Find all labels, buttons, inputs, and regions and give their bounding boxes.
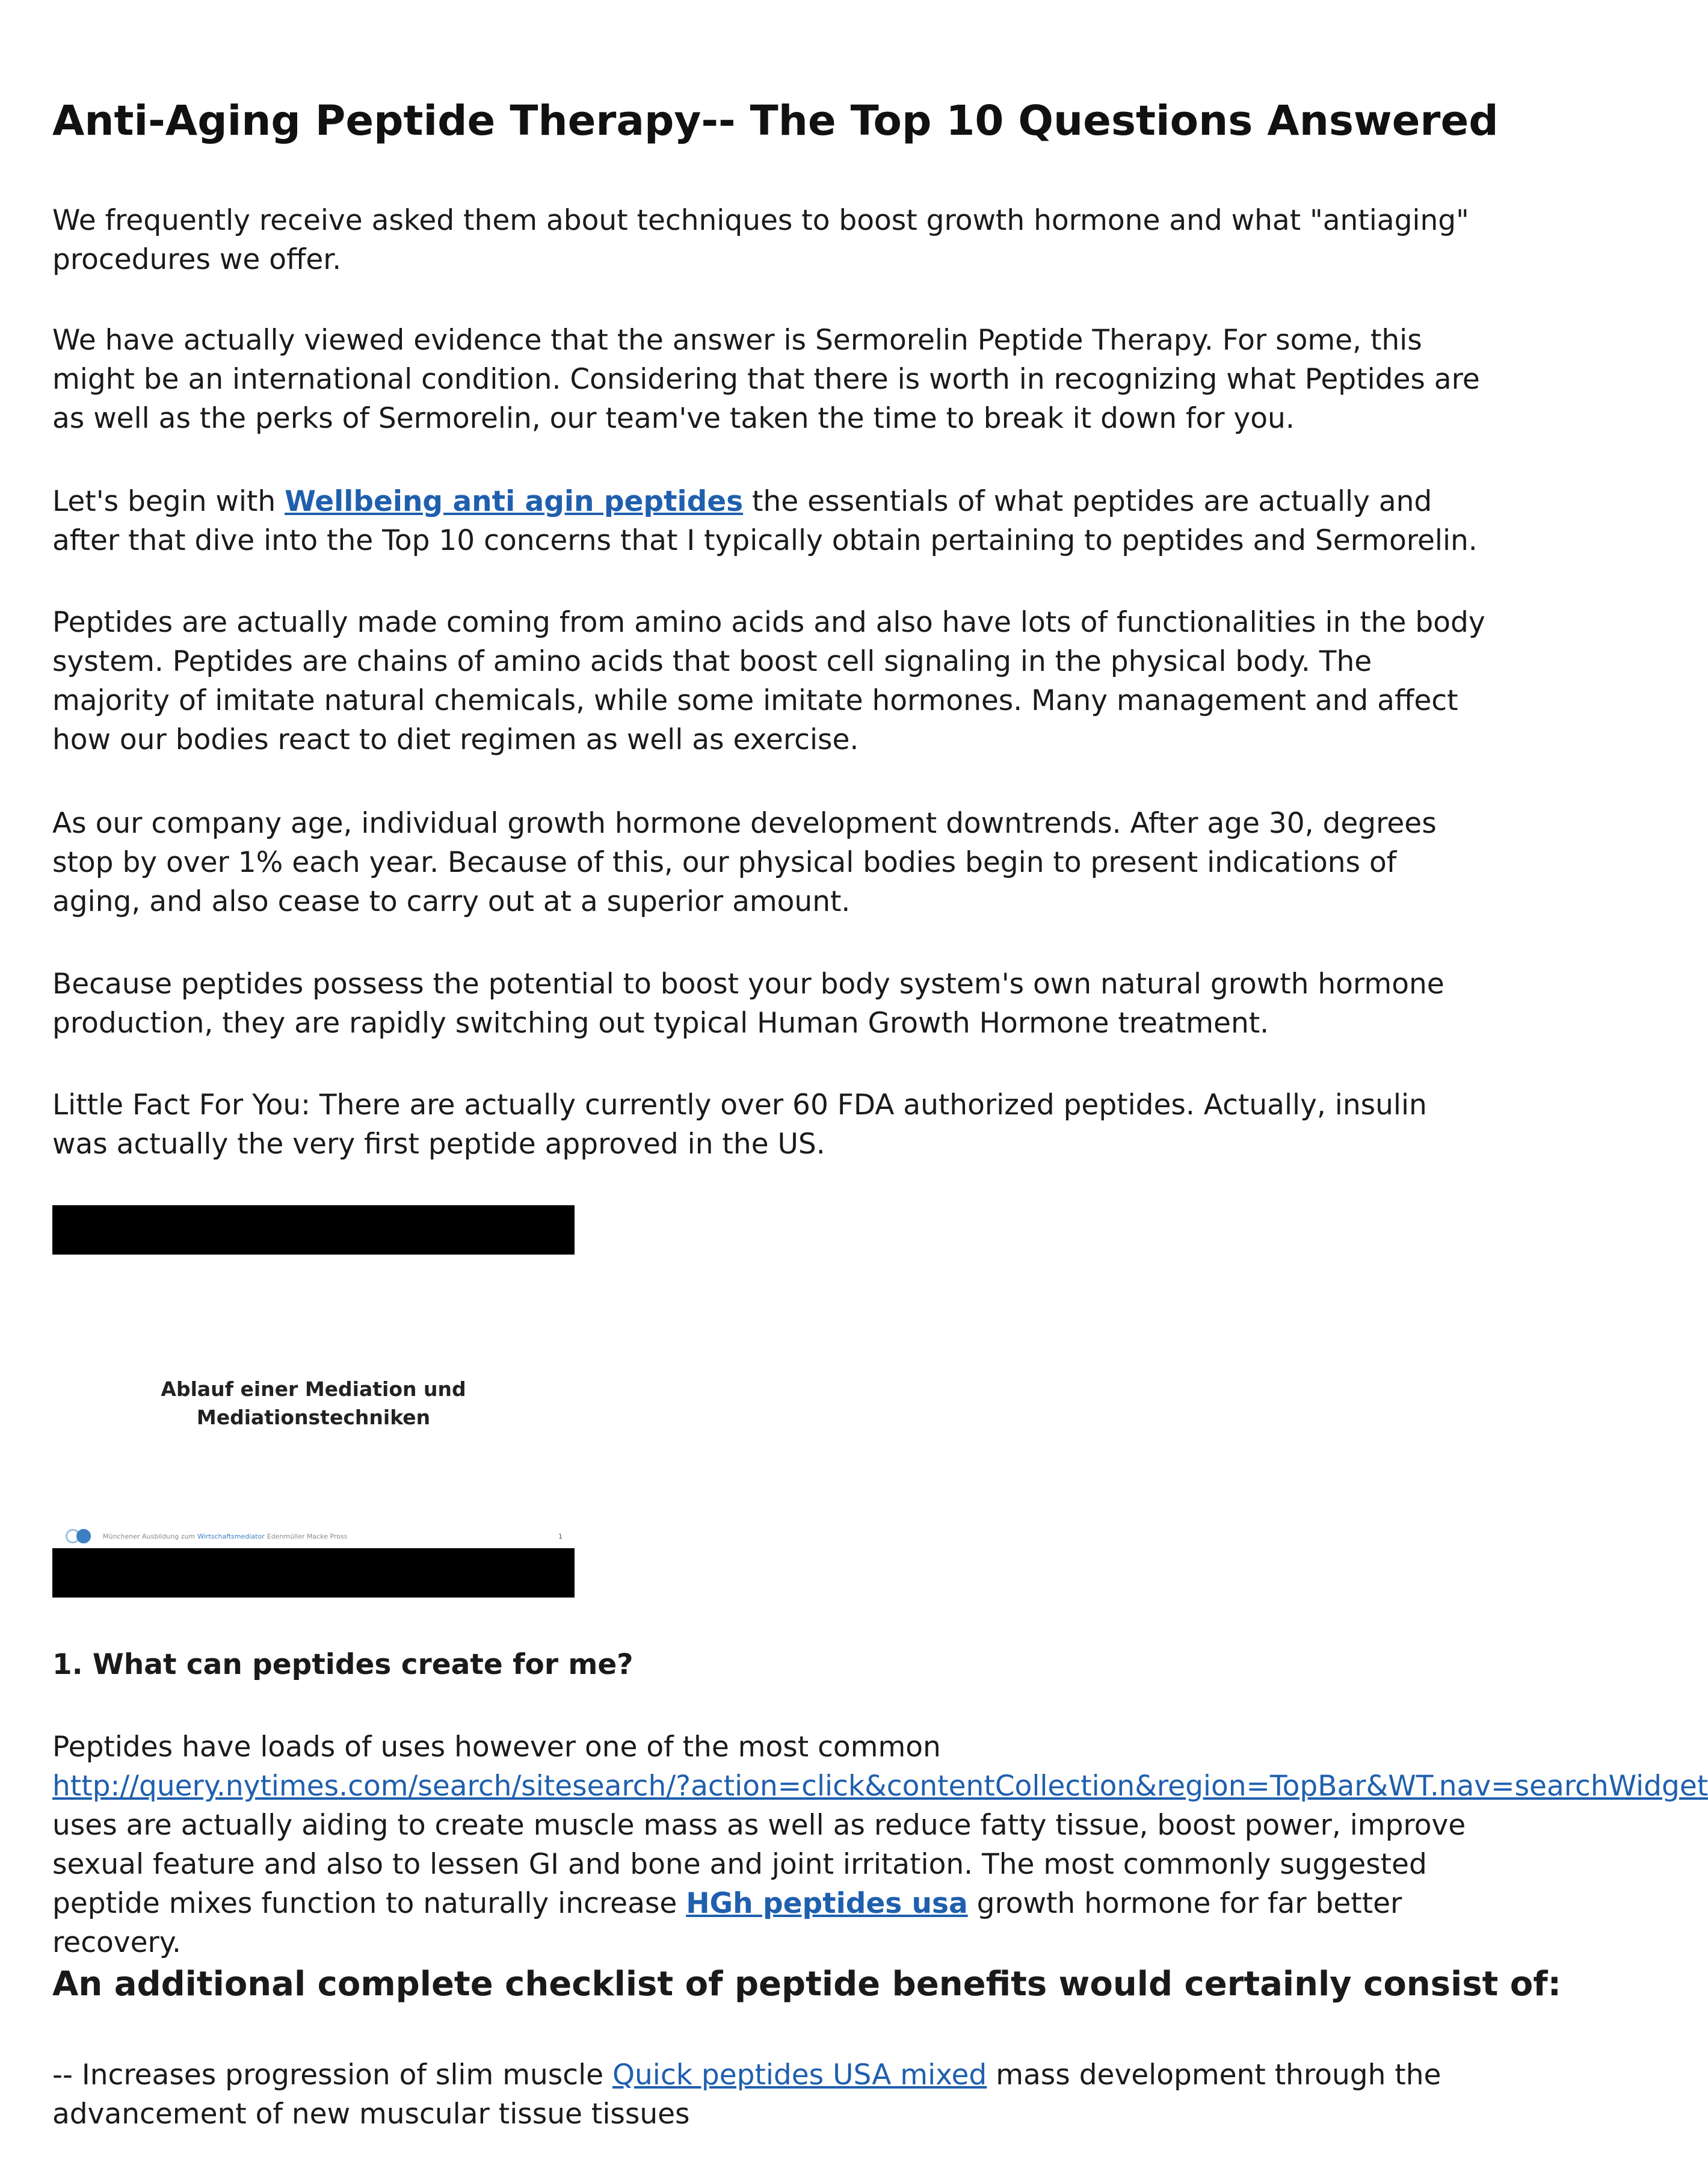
slide-title-line-1: Ablauf einer Mediation und — [161, 1377, 466, 1401]
question-1-text-1: Peptides have loads of uses however one of the most common — [52, 1731, 941, 1764]
question-1-text-2: uses are actually aiding to create muscle mass as well as reduce fatty tissue, boost power, improve sexual feature and also to lessen GI and bone and joint irritation. The most commonly suggested peptide mixes function to naturally increase — [52, 1809, 1466, 1920]
link-hgh-peptides-usa[interactable]: HGh peptides usa — [686, 1887, 968, 1920]
slide-page-number: 1 — [558, 1532, 563, 1540]
page-title: Anti-Aging Peptide Therapy-- The Top 10 Questions Answered — [52, 97, 1499, 145]
link-nytimes-url[interactable]: http://query.nytimes.com/search/sitesearch/?action=click&contentCollection&region=TopBar&WT.nav=searchWidget — [52, 1770, 1708, 1803]
benefits-heading: An additional complete checklist of peptide benefits would certainly consist of: — [52, 1965, 1562, 2004]
slide-bar-bottom — [52, 1548, 575, 1598]
paragraph-intro: We frequently receive asked them about techniques to boost growth hormone and what "antiaging" procedures we offer. — [52, 204, 1469, 276]
slide-footer-highlight: Wirtschaftsmediator — [197, 1532, 265, 1540]
benefits-item-1-text-2: mass development through the advancement of new muscular tissue tissues — [52, 2058, 1441, 2131]
benefits-item-1-text-1: -- Increases progression of slim muscle — [52, 2058, 613, 2092]
slide-footer-text: Münchener Ausbildung zum — [103, 1532, 196, 1540]
paragraph-begin-text-2: the essentials of what peptides are actually and after that dive into the Top 10 concerns that I typically obtain pertaining to peptides and Sermorelin. — [52, 485, 1478, 557]
question-1-answer — [52, 1728, 1708, 1962]
paragraph-begin — [52, 482, 1490, 560]
link-quick-peptides-usa-mixed[interactable]: Quick peptides USA mixed — [612, 2058, 987, 2092]
paragraph-aging: As our company age, individual growth hormone development downtrends. After age 30, degrees stop by over 1% each year. Because of this, our physical bodies begin to present indications of aging, and also cease to carry out at a superior amount. — [52, 807, 1437, 918]
slide-footer-authors: Edenmüller Macke Pross — [267, 1532, 348, 1540]
paragraph-amino-acids: Peptides are actually made coming from amino acids and also have lots of functionalities in the body system. Peptides are chains of amino acids that boost cell signaling in the physical body. The majority of imitate natural chemicals, while some imitate hormones. Many management and affect how our bodies react to diet regimen as well as exercise. — [52, 606, 1485, 756]
paragraph-sermorelin: We have actually viewed evidence that the answer is Sermorelin Peptide Therapy. For some, this might be an international condition. Considering that there is worth in recognizing what Peptides are as well as the perks of Sermorelin, our team've taken the time to break it down for you. — [52, 324, 1480, 435]
embedded-slide-image — [52, 1205, 575, 1598]
question-1-heading: 1. What can peptides create for me? — [52, 1648, 634, 1681]
slide-footer — [63, 1527, 563, 1545]
benefits-item-1 — [52, 2055, 1490, 2134]
link-wellbeing-anti-agin-peptides[interactable]: Wellbeing anti agin peptides — [285, 485, 744, 518]
slide-bar-top — [52, 1205, 575, 1255]
paragraph-peptides-potential: Because peptides possess the potential to boost your body system's own natural growth hormone production, they are rapidly switching out typical Human Growth Hormone treatment. — [52, 968, 1444, 1040]
question-1-text-3: growth hormone for far better recovery. — [52, 1887, 1402, 1959]
paragraph-fact: Little Fact For You: There are actually currently over 60 FDA authorized peptides. Actually, insulin was actually the very first peptide approved in the US. — [52, 1088, 1427, 1161]
slide-title-line-2: Mediationstechniken — [196, 1406, 431, 1429]
paragraph-begin-text-1: Let's begin with — [52, 485, 285, 518]
mediation-logo-icon — [63, 1528, 98, 1545]
slide-title — [52, 1375, 575, 1431]
